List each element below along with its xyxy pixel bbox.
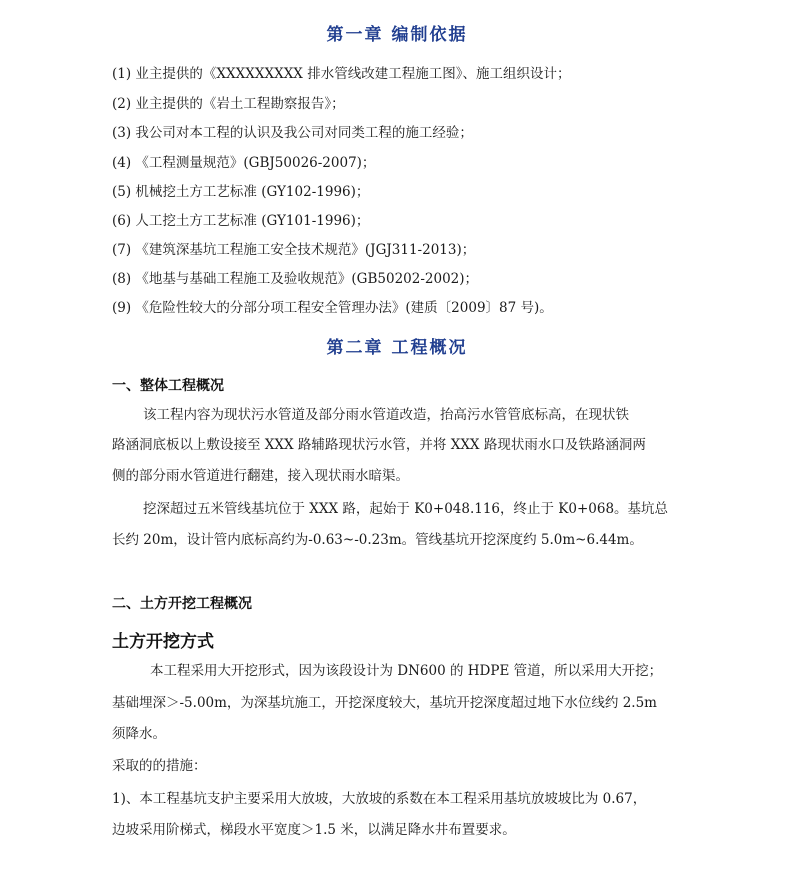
subsection-heading: 土方开挖方式 [112,632,214,652]
paragraph-line: 路涵洞底板以上敷设接至 XXX 路辅路现状污水管，并将 XXX 路现状雨水口及铁路涵洞两 [112,437,646,453]
paragraph-line: 长约 20m，设计管内底标高约为-0.63~-0.23m。管线基坑开挖深度约 5.0m~6.44m。 [112,532,643,548]
paragraph-line: 边坡采用阶梯式，梯段水平宽度＞1.5 米，以满足降水井布置要求。 [112,822,516,838]
reference-item: (5) 机械挖土方工艺标准 (GY102-1996)； [112,184,370,200]
measures-label: 采取的的措施： [112,758,207,774]
reference-item: (9) 《危险性较大的分部分项工程安全管理办法》(建质〔2009〕87 号)。 [112,300,553,316]
reference-item: (8) 《地基与基础工程施工及验收规范》(GB50202-2002)； [112,271,479,287]
paragraph-line: 本工程采用大开挖形式，因为该段设计为 DN600 的 HDPE 管道，所以采用大开挖； [150,663,663,679]
reference-item: (1) 业主提供的《XXXXXXXXX 排水管线改建工程施工图》、施工组织设计； [112,66,571,82]
paragraph-line: 侧的部分雨水管道进行翻建，接入现状雨水暗渠。 [112,468,409,484]
paragraph-line: 须降水。 [112,726,166,742]
chapter2-title: 第二章 工程概况 [326,338,468,358]
reference-item: (4) 《工程测量规范》(GBJ50026-2007)； [112,155,376,171]
reference-item: (3) 我公司对本工程的认识及我公司对同类工程的施工经验； [112,125,473,141]
chapter1-title: 第一章 编制依据 [326,25,468,45]
section-heading-excavation: 二、土方开挖工程概况 [112,596,252,612]
reference-item: (7) 《建筑深基坑工程施工安全技术规范》(JGJ311-2013)； [112,242,476,258]
paragraph-line: 基础埋深＞-5.00m，为深基坑施工，开挖深度较大，基坑开挖深度超过地下水位线约 2.5m [112,695,657,711]
paragraph-line: 1)、本工程基坑支护主要采用大放坡，大放坡的系数在本工程采用基坑放坡坡比为 0.67， [112,791,647,807]
section-heading-overall: 一、整体工程概况 [112,378,224,394]
reference-item: (6) 人工挖土方工艺标准 (GY101-1996)； [112,213,370,229]
paragraph-line: 挖深超过五米管线基坑位于 XXX 路，起始于 K0+048.116，终止于 K0+068。基坑总 [143,501,669,517]
paragraph-line: 该工程内容为现状污水管道及部分雨水管道改造，抬高污水管管底标高，在现状铁 [143,407,629,423]
reference-item: (2) 业主提供的《岩土工程勘察报告》； [112,96,345,112]
